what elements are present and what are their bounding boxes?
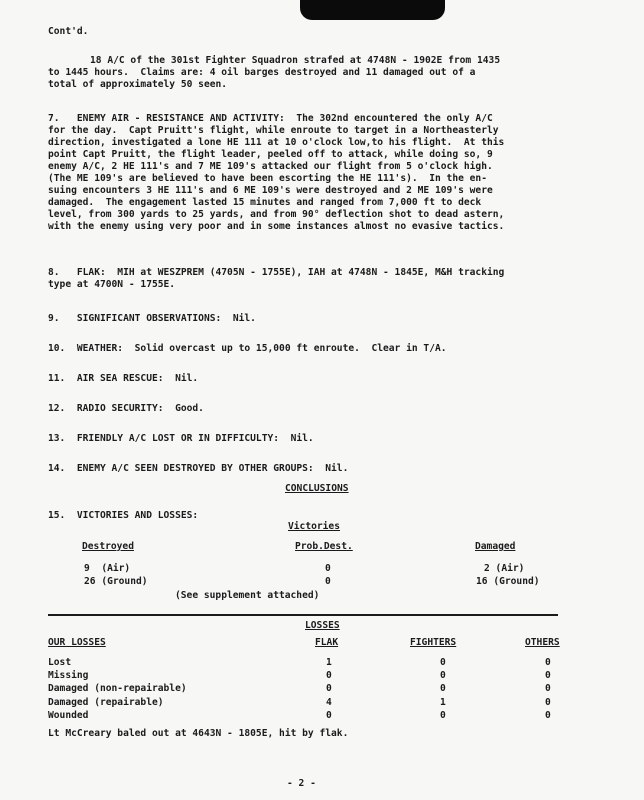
losses-heading: LOSSES (305, 620, 340, 631)
divider (48, 614, 558, 616)
item-10: 10. WEATHER: Solid overcast up to 15,000 ft enroute. Clear in T/A. (48, 343, 447, 354)
loss-row-label: Damaged (repairable) (48, 697, 164, 708)
loss-row-label: Lost (48, 657, 72, 668)
loss-cell: 0 (326, 683, 332, 694)
victory-cell: 9 (Air) (84, 563, 131, 574)
col-destroyed: Destroyed (82, 541, 134, 552)
item-8-flak-line-2: type at 4700N - 1755E. (48, 279, 176, 290)
loss-row-label: Missing (48, 670, 89, 681)
col-flak: FLAK (315, 637, 339, 648)
item-14: 14. ENEMY A/C SEEN DESTROYED BY OTHER GROUPS: Nil. (48, 463, 349, 474)
strafing-line-3: total of approximately 50 seen. (48, 79, 228, 90)
victory-cell: 0 (325, 576, 331, 587)
loss-cell: 0 (326, 710, 332, 721)
col-damaged: Damaged (475, 541, 516, 552)
bailout-note: Lt McCreary baled out at 4643N - 1805E, hit by flak. (48, 728, 349, 739)
item-9: 9. SIGNIFICANT OBSERVATIONS: Nil. (48, 313, 256, 324)
victory-cell: 26 (Ground) (84, 576, 148, 587)
item-7-line: enemy A/C, 2 HE 111's and 7 ME 109's attacked our flight from 5 o'clock high. (48, 161, 493, 172)
item-7-line: point Capt Pruitt, the flight leader, peeled off to attack, while doing so, 9 (48, 149, 493, 160)
strafing-line-1: 18 A/C of the 301st Fighter Squadron strafed at 4748N - 1902E from 1435 (90, 55, 501, 66)
conclusions-heading: CONCLUSIONS (285, 483, 349, 494)
victory-cell: 0 (325, 563, 331, 574)
item-7-line: damaged. The engagement lasted 15 minutes and ranged from 7,000 ft to deck (48, 197, 482, 208)
item-15: 15. VICTORIES AND LOSSES: (48, 510, 199, 521)
item-7-line: for the day. Capt Pruitt's flight, while enroute to target in a Northeasterly (48, 125, 499, 136)
loss-cell: 0 (545, 710, 551, 721)
redaction-mark (300, 0, 445, 20)
loss-cell: 0 (545, 683, 551, 694)
victories-heading: Victories (288, 521, 340, 532)
col-probable: Prob.Dest. (295, 541, 353, 552)
loss-row-label: Damaged (non-repairable) (48, 683, 187, 694)
loss-cell: 1 (326, 657, 332, 668)
item-7-line: (The ME 109's are believed to have been escorting the HE 111's). In the en- (48, 173, 487, 184)
loss-row-label: Wounded (48, 710, 89, 721)
victory-cell: 16 (Ground) (476, 576, 540, 587)
item-7-line: suing encounters 3 HE 111's and 6 ME 109's were destroyed and 2 ME 109's were (48, 185, 493, 196)
page-number: - 2 - (287, 778, 316, 789)
item-11: 11. AIR SEA RESCUE: Nil. (48, 373, 199, 384)
loss-cell: 0 (440, 683, 446, 694)
col-others: OTHERS (525, 637, 560, 648)
loss-cell: 0 (545, 697, 551, 708)
item-7-line: direction, investigated a lone HE 111 at 10 o'clock low,to his flight. At this (48, 137, 505, 148)
loss-cell: 0 (440, 710, 446, 721)
col-our-losses: OUR LOSSES (48, 637, 106, 648)
item-12: 12. RADIO SECURITY: Good. (48, 403, 204, 414)
item-8-flak-line-1: 8. FLAK: MIH at WESZPREM (4705N - 1755E), IAH at 4748N - 1845E, M&H tracking (48, 267, 505, 278)
loss-cell: 4 (326, 697, 332, 708)
item-7-line: 7. ENEMY AIR - RESISTANCE AND ACTIVITY: The 302nd encountered the only A/C (48, 113, 493, 124)
loss-cell: 0 (440, 670, 446, 681)
loss-cell: 0 (545, 670, 551, 681)
item-13: 13. FRIENDLY A/C LOST OR IN DIFFICULTY: Nil. (48, 433, 314, 444)
loss-cell: 0 (326, 670, 332, 681)
contd-label: Cont'd. (48, 26, 89, 37)
loss-cell: 0 (545, 657, 551, 668)
item-7-line: level, from 300 yards to 25 yards, and from 90° deflection shot to dead astern, (48, 209, 505, 220)
loss-cell: 0 (440, 657, 446, 668)
strafing-line-2: to 1445 hours. Claims are: 4 oil barges destroyed and 11 damaged out of a (48, 67, 476, 78)
supplement-note: (See supplement attached) (175, 590, 320, 601)
col-fighters: FIGHTERS (410, 637, 457, 648)
victory-cell: 2 (Air) (484, 563, 525, 574)
loss-cell: 1 (440, 697, 446, 708)
item-7-line: with the enemy using very poor and in some instances almost no evasive tactics. (48, 221, 505, 232)
